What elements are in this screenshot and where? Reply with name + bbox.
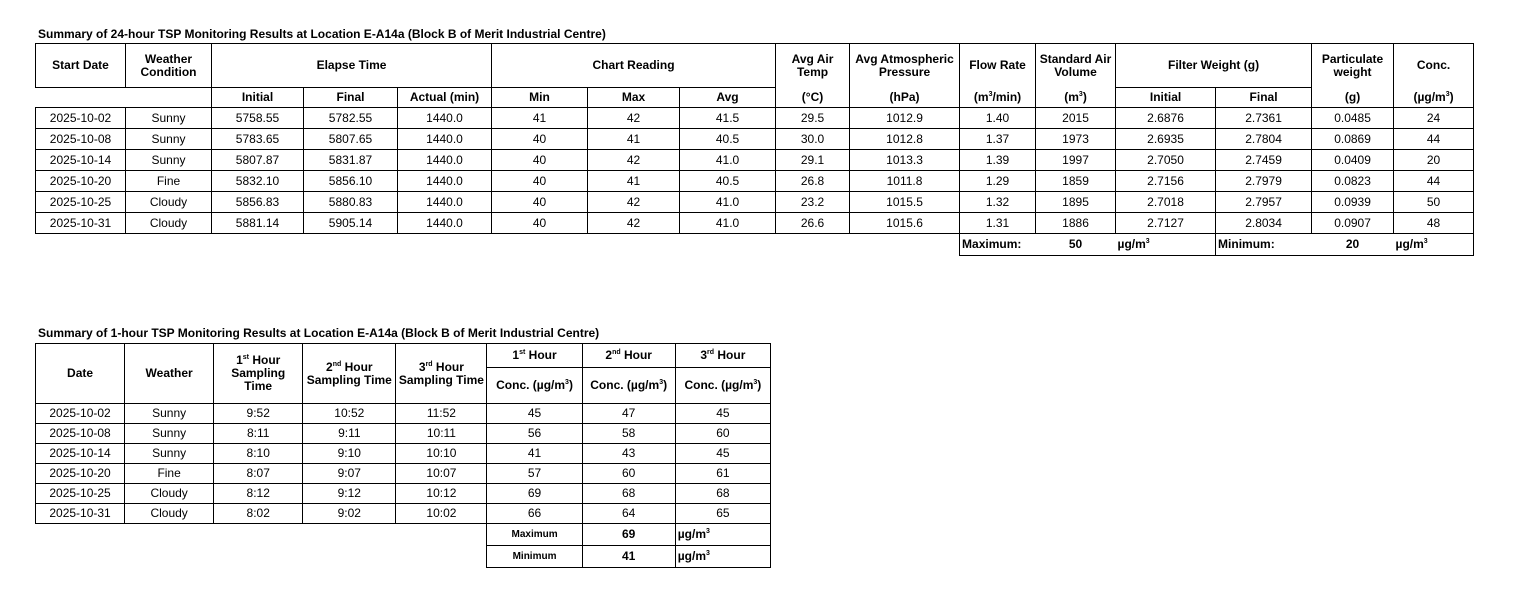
summary-min-label: Minimum: <box>1216 234 1312 256</box>
table-row <box>36 424 771 444</box>
table-cell: 60 <box>675 424 770 444</box>
header-start-date: Start Date <box>36 44 126 88</box>
table-cell: 0.0485 <box>1312 108 1394 129</box>
summary-max-label: Maximum <box>487 524 582 546</box>
table-cell: 1.32 <box>960 192 1036 213</box>
table-cell: 42 <box>588 150 680 171</box>
table-cell: Sunny <box>126 129 212 150</box>
table-cell: Fine <box>126 171 212 192</box>
table-row <box>36 444 771 464</box>
table-cell: 2025-10-25 <box>36 192 126 213</box>
subheader-max: Max <box>588 88 680 108</box>
table-cell: 5807.65 <box>304 129 398 150</box>
table-cell: 42 <box>588 108 680 129</box>
table-cell: 2025-10-31 <box>36 504 125 524</box>
table-cell: 0.0409 <box>1312 150 1394 171</box>
table-cell: Sunny <box>125 424 214 444</box>
header-date: Date <box>36 344 125 404</box>
table-cell: 40 <box>492 192 588 213</box>
summary-max-unit: $\mu g/m^3$ <box>675 524 770 546</box>
table-cell: 42 <box>588 192 680 213</box>
table-cell: 2025-10-02 <box>36 404 125 424</box>
summary-max-value: 69 <box>582 524 675 546</box>
table-cell: 10:11 <box>396 424 487 444</box>
header-avg-atmospheric-pressure: Avg Atmospheric Pressure <box>850 44 960 88</box>
header-weather-condition: Weather Condition <box>126 44 212 88</box>
header-3rd-hour-conc: Conc. $(\mu g/m^3)$ <box>675 368 770 404</box>
subheader-avg: Avg <box>680 88 776 108</box>
table-cell: 26.8 <box>776 171 850 192</box>
table-cell: 30.0 <box>776 129 850 150</box>
subheader-filter-initial: Initial <box>1116 88 1216 108</box>
table-cell: 61 <box>675 464 770 484</box>
table2-title: Summary of 1-hour TSP Monitoring Results at Location E-A14a (Block B of Merit Industrial Centre) <box>38 326 600 340</box>
table-cell: 40 <box>492 150 588 171</box>
subheader-pressure-unit: (hPa) <box>850 88 960 108</box>
table-cell: 9:12 <box>303 484 396 504</box>
header-filter-weight: Filter Weight (g) <box>1116 44 1312 88</box>
table-cell: 48 <box>1394 213 1474 234</box>
table-cell: 29.1 <box>776 150 850 171</box>
header-1st-hour: 1st Hour <box>487 344 582 368</box>
table-cell: 1.40 <box>960 108 1036 129</box>
table-cell: 64 <box>582 504 675 524</box>
table-cell: 2.7018 <box>1116 192 1216 213</box>
table-cell: 1.31 <box>960 213 1036 234</box>
table-cell: 2025-10-31 <box>36 213 126 234</box>
table-cell: 1012.8 <box>850 129 960 150</box>
table-row <box>36 171 1474 192</box>
table-cell: 1015.6 <box>850 213 960 234</box>
header-2nd-hour-sampling: 2nd Hour Sampling Time <box>303 344 396 404</box>
subheader-temp-unit: (°C) <box>776 88 850 108</box>
table-cell: 10:10 <box>396 444 487 464</box>
table-cell: 5783.65 <box>212 129 304 150</box>
table-cell: 45 <box>487 404 582 424</box>
table-cell: 5880.83 <box>304 192 398 213</box>
table-cell: 2.8034 <box>1216 213 1312 234</box>
table-cell: 9:07 <box>303 464 396 484</box>
table-cell: 1440.0 <box>398 150 492 171</box>
subheader-volume-unit: $(m^3)$ <box>1036 88 1116 108</box>
summary-spacer <box>36 546 487 568</box>
summary-min-value: 41 <box>582 546 675 568</box>
subheader-initial: Initial <box>212 88 304 108</box>
table-cell: 2.7459 <box>1216 150 1312 171</box>
table-row <box>36 484 771 504</box>
subheader-final: Final <box>304 88 398 108</box>
header-particulate-weight: Particulate weight <box>1312 44 1394 88</box>
header-avg-air-temp: Avg Air Temp <box>776 44 850 88</box>
table-cell: 2025-10-20 <box>36 171 126 192</box>
table-cell: 8:02 <box>214 504 303 524</box>
table-row <box>36 464 771 484</box>
table-cell: 40.5 <box>680 129 776 150</box>
table-cell: 2025-10-25 <box>36 484 125 504</box>
table-cell: 44 <box>1394 171 1474 192</box>
table-cell: Fine <box>125 464 214 484</box>
table-cell: 1973 <box>1036 129 1116 150</box>
table-cell: 10:52 <box>303 404 396 424</box>
table-cell: 41 <box>588 129 680 150</box>
table-cell: 40 <box>492 171 588 192</box>
table-cell: 68 <box>675 484 770 504</box>
table-cell: 2025-10-14 <box>36 150 126 171</box>
subheader-filter-final: Final <box>1216 88 1312 108</box>
table-cell: 45 <box>675 444 770 464</box>
table-cell: 8:11 <box>214 424 303 444</box>
table-cell: 50 <box>1394 192 1474 213</box>
table-cell: 42 <box>588 213 680 234</box>
table-cell: 1.39 <box>960 150 1036 171</box>
header-3rd-hour-sampling: 3rd Hour Sampling Time <box>396 344 487 404</box>
table-cell: 1440.0 <box>398 108 492 129</box>
header-2nd-hour: 2nd Hour <box>582 344 675 368</box>
table-cell: 41.0 <box>680 150 776 171</box>
table-row <box>36 129 1474 150</box>
table-cell: 2.7156 <box>1116 171 1216 192</box>
table-cell: 10:02 <box>396 504 487 524</box>
table-cell: 5758.55 <box>212 108 304 129</box>
header-weather: Weather <box>125 344 214 404</box>
table-cell: 23.2 <box>776 192 850 213</box>
table-cell: 5832.10 <box>212 171 304 192</box>
table-cell: Sunny <box>125 444 214 464</box>
header-conc: Conc. <box>1394 44 1474 88</box>
table-cell: 45 <box>675 404 770 424</box>
table-cell: 2.6935 <box>1116 129 1216 150</box>
table-cell: 2025-10-02 <box>36 108 126 129</box>
subheader-conc-unit: $(\mu g/m^3)$ <box>1394 88 1474 108</box>
table-cell: 1.29 <box>960 171 1036 192</box>
header-3rd-hour: 3rd Hour <box>675 344 770 368</box>
table-cell: 58 <box>582 424 675 444</box>
table-cell: 47 <box>582 404 675 424</box>
table-cell: 20 <box>1394 150 1474 171</box>
table-cell: 69 <box>487 484 582 504</box>
table-cell: 40.5 <box>680 171 776 192</box>
header-1st-hour-sampling: 1st Hour Sampling Time <box>214 344 303 404</box>
header-2nd-hour-conc: Conc. $(\mu g/m^3)$ <box>582 368 675 404</box>
table-cell: 5856.83 <box>212 192 304 213</box>
table-cell: 44 <box>1394 129 1474 150</box>
table-cell: 1013.3 <box>850 150 960 171</box>
table-cell: 57 <box>487 464 582 484</box>
table-cell: 1997 <box>1036 150 1116 171</box>
table-row <box>36 404 771 424</box>
summary-max-label: Maximum: <box>960 234 1036 256</box>
table-cell: 1.37 <box>960 129 1036 150</box>
table-cell: 2025-10-20 <box>36 464 125 484</box>
table-cell: 2025-10-14 <box>36 444 125 464</box>
table-cell: 2.7979 <box>1216 171 1312 192</box>
table-cell: 11:52 <box>396 404 487 424</box>
table-cell: 0.0939 <box>1312 192 1394 213</box>
table-cell: 1440.0 <box>398 192 492 213</box>
summary-spacer <box>36 524 487 546</box>
table-cell: 1895 <box>1036 192 1116 213</box>
table-cell: 5831.87 <box>304 150 398 171</box>
table-cell: 41.0 <box>680 213 776 234</box>
table-cell: 2015 <box>1036 108 1116 129</box>
summary-min-unit: $\mu g/m^3$ <box>1394 234 1474 256</box>
table-cell: 5782.55 <box>304 108 398 129</box>
table-cell: 2.7361 <box>1216 108 1312 129</box>
table-cell: 5856.10 <box>304 171 398 192</box>
table-cell: 5881.14 <box>212 213 304 234</box>
table-cell: 0.0869 <box>1312 129 1394 150</box>
table-cell: 43 <box>582 444 675 464</box>
subheader-flow-unit: $(m^3/\min)$ <box>960 88 1036 108</box>
summary-min-value: 20 <box>1312 234 1394 256</box>
table-cell: 65 <box>675 504 770 524</box>
table-cell: Cloudy <box>125 484 214 504</box>
table-cell: 1011.8 <box>850 171 960 192</box>
table-cell: 1012.9 <box>850 108 960 129</box>
table-row <box>36 150 1474 171</box>
header-standard-air-volume: Standard Air Volume <box>1036 44 1116 88</box>
table-cell: 9:11 <box>303 424 396 444</box>
table-cell: 68 <box>582 484 675 504</box>
table-cell: Sunny <box>125 404 214 424</box>
table-cell: Sunny <box>126 108 212 129</box>
table-cell: 9:10 <box>303 444 396 464</box>
table-cell: 2.7804 <box>1216 129 1312 150</box>
table-cell: 10:12 <box>396 484 487 504</box>
table-row <box>36 108 1474 129</box>
table-cell: 10:07 <box>396 464 487 484</box>
table-cell: 8:07 <box>214 464 303 484</box>
table-cell: 2025-10-08 <box>36 424 125 444</box>
table-cell: Cloudy <box>126 192 212 213</box>
table-cell: 40 <box>492 129 588 150</box>
subheader-actual-min: Actual (min) <box>398 88 492 108</box>
header-elapse-time: Elapse Time <box>212 44 492 88</box>
header-chart-reading: Chart Reading <box>492 44 776 88</box>
table-cell: 66 <box>487 504 582 524</box>
table-cell: 29.5 <box>776 108 850 129</box>
table-cell: 40 <box>492 213 588 234</box>
table-cell: 5807.87 <box>212 150 304 171</box>
summary-max-unit: $\mu g/m^3$ <box>1116 234 1216 256</box>
table-cell: 56 <box>487 424 582 444</box>
table-cell: 9:02 <box>303 504 396 524</box>
summary-max-value: 50 <box>1036 234 1116 256</box>
table-1hour-tsp <box>35 343 771 568</box>
table-cell: Sunny <box>126 150 212 171</box>
table-24hour-tsp <box>35 43 1474 256</box>
table-cell: 41 <box>588 171 680 192</box>
table-cell: 41.5 <box>680 108 776 129</box>
table-cell: 1440.0 <box>398 213 492 234</box>
header-flow-rate: Flow Rate <box>960 44 1036 88</box>
summary-min-unit: $\mu g/m^3$ <box>675 546 770 568</box>
table-cell: 9:52 <box>214 404 303 424</box>
subheader-min: Min <box>492 88 588 108</box>
table-cell: 2.7050 <box>1116 150 1216 171</box>
table-cell: 1440.0 <box>398 171 492 192</box>
table-cell: 2.6876 <box>1116 108 1216 129</box>
table-cell: 5905.14 <box>304 213 398 234</box>
table-cell: 60 <box>582 464 675 484</box>
table-cell: 2025-10-08 <box>36 129 126 150</box>
table-cell: 0.0823 <box>1312 171 1394 192</box>
table-cell: 1886 <box>1036 213 1116 234</box>
header-1st-hour-conc: Conc. $(\mu g/m^3)$ <box>487 368 582 404</box>
table-cell: 24 <box>1394 108 1474 129</box>
table-cell: 2.7957 <box>1216 192 1312 213</box>
table-cell: 1015.5 <box>850 192 960 213</box>
table-cell: Cloudy <box>126 213 212 234</box>
table-cell: 1859 <box>1036 171 1116 192</box>
table-cell: Cloudy <box>125 504 214 524</box>
table-cell: 26.6 <box>776 213 850 234</box>
table-cell: 8:12 <box>214 484 303 504</box>
table-cell: 2.7127 <box>1116 213 1216 234</box>
subheader-particulate-unit: (g) <box>1312 88 1394 108</box>
summary-spacer <box>36 234 960 256</box>
table-row <box>36 504 771 524</box>
table-cell: 0.0907 <box>1312 213 1394 234</box>
summary-min-label: Minimum <box>487 546 582 568</box>
table-row <box>36 192 1474 213</box>
table-cell: 41.0 <box>680 192 776 213</box>
table-cell: 8:10 <box>214 444 303 464</box>
table-cell: 1440.0 <box>398 129 492 150</box>
table-cell: 41 <box>487 444 582 464</box>
table1-title: Summary of 24-hour TSP Monitoring Results at Location E-A14a (Block B of Merit Industrial Centre) <box>38 27 606 41</box>
table-row <box>36 213 1474 234</box>
table-cell: 41 <box>492 108 588 129</box>
